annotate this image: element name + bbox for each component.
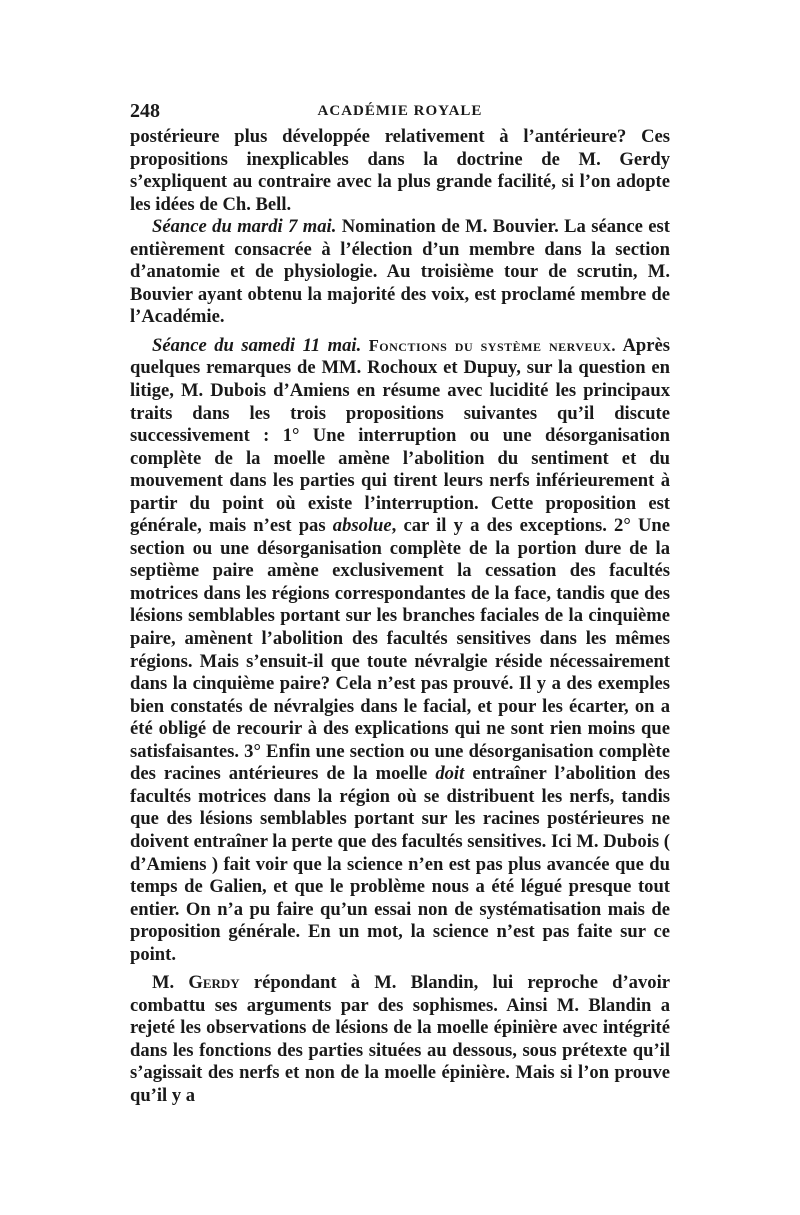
paragraph-text: , car il y a des exceptions. 2° Une section ou une désorganisation complète de la portion dure de la septième paire amène exclusivement la cessation des facultés motrices dans les régions correspondantes de la face, tandis que des lésions semblables portant sur les branches faciales de la cinquième paire, amènent l’abolition des facultés sensitives dans les mêmes régions. Mais s’ensuit-il que toute névralgie réside nécessairement dans la cinquième paire? Cela n’est pas prouvé. Il y a des exemples bien constatés de névralgies dans le facial, et pour les écarter, on a été obligé de recourir à des explications qui ne sont rien moins que satisfaisantes. 3° Enfin une section ou une désorganisation complète des racines antérieures de la moelle (130, 515, 670, 785)
speaker-name: M. Gerdy (152, 972, 240, 994)
emphasis-text: absolue (332, 515, 392, 537)
paragraph-seance-11-mai (130, 335, 670, 966)
emphasis-text: doit (435, 763, 465, 785)
paragraph-text: Après quelques remarques de MM. Rochoux et Dupuy, sur la question en litige, M. Dubois d’Amiens en résume avec lucidité les principaux traits dans les trois propositions suivantes qu’il discute successivement : 1° Une interruption ou une désorganisation complète de la moelle amène l’abolition du sentiment et du mouvement dans les parties qui tirent leurs nerfs inférieurement à partir du point où existe l’interruption. Cette proposition est générale, mais n’est pas (130, 334, 670, 537)
section-title: Fonctions du système nerveux. (361, 335, 616, 355)
paragraph-text: répondant à M. Blandin, lui reproche d’avoir combattu ses arguments par des sophismes. Ainsi M. Blandin a rejeté les observations de lésions de la moelle épinière avec intégrité dans les fonctions des parties situées au dessous, sous prétexte qu’il s’agissait des nerfs et non de la moelle épinière. Mais si l’on prouve qu’il y a (130, 972, 670, 1106)
running-head (130, 96, 670, 126)
paragraph-text: entraîner l’abolition des facultés motrices dans la région où se distribuent les nerfs, tandis que des lésions semblables portant sur les racines postérieures ne doivent entraîner la perte que des facultés sensitives. Ici M. Dubois ( d’Amiens ) fait voir que la science n’en est pas plus avancée que du temps de Galien, et que le problème nous a été légué presque tout entier. On n’a pu faire qu’un essai non de systématisation mais de proposition générale. En un mot, la science n’est pas faite sur ce point. (130, 763, 670, 965)
book-page (130, 96, 670, 1108)
paragraph-text: Nomination de M. Bouvier. La séance est entièrement consacrée à l’élection d’un membre dans la section d’anatomie et de physiologie. Au troisième tour de scrutin, M. Bouvier ayant obtenu la majorité des voix, est proclamé membre de l’Académie. (130, 216, 670, 328)
running-title: ACADÉMIE ROYALE (317, 103, 483, 119)
seance-date: Séance du mardi 7 mai. (152, 216, 337, 238)
paragraph-seance-7-mai (130, 216, 670, 329)
paragraph-continuation (130, 126, 670, 216)
body-text (130, 126, 670, 1108)
paragraph-text: postérieure plus développée relativement à l’antérieure? Ces propositions inexplicables dans la doctrine de M. Gerdy s’expliquent au contraire avec la plus grande facilité, si l’on adopte les idées de Ch. Bell. (130, 126, 670, 215)
page-number: 248 (130, 100, 160, 122)
seance-date: Séance du samedi 11 mai. (152, 334, 362, 356)
paragraph-gerdy (130, 972, 670, 1107)
